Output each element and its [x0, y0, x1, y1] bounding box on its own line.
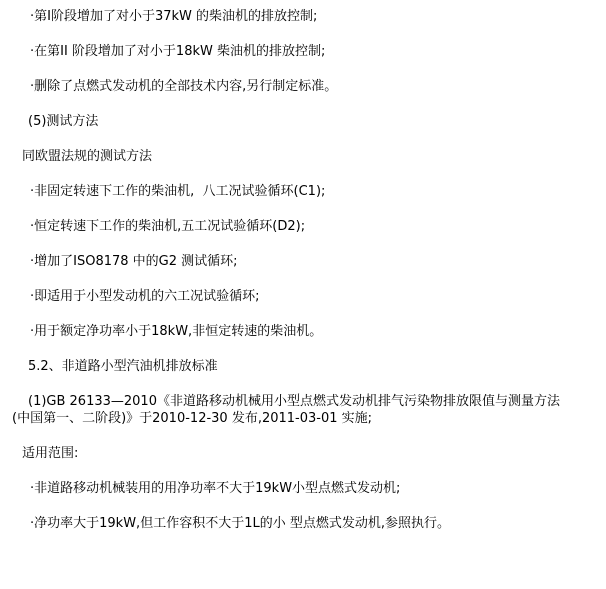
spacer [0, 60, 606, 78]
spacer [0, 270, 606, 288]
paragraph-bullet-8: ·用于额定净功率小于18kW,非恒定转速的柴油机。 [30, 324, 323, 339]
spacer [0, 95, 606, 113]
spacer [0, 130, 606, 148]
paragraph-bullet-1: ·第I阶段增加了对小于37kW 的柴油机的排放控制; [30, 9, 318, 24]
spacer [0, 165, 606, 183]
paragraph-bullet-6: ·增加了ISO8178 中的G2 测试循环; [30, 254, 238, 269]
spacer [0, 235, 606, 253]
paragraph-standard-gb26133: (1)GB 26133—2010《非道路移动机械用小型点燃式发动机排气污染物排放限值与测量方法 [28, 394, 560, 409]
paragraph-bullet-4: ·非固定转速下工作的柴油机, 八工况试验循环(C1); [30, 184, 326, 199]
paragraph-bullet-3: ·删除了点燃式发动机的全部技术内容,另行制定标准。 [30, 79, 338, 94]
paragraph-standard-gb26133-cont: (中国第一、二阶段)》于2010-12-30 发布,2011-03-01 实施; [12, 411, 373, 426]
spacer [0, 25, 606, 43]
paragraph-bullet-2: ·在第II 阶段增加了对小于18kW 柴油机的排放控制; [30, 44, 326, 59]
spacer [0, 497, 606, 515]
spacer [0, 200, 606, 218]
paragraph-bullet-7: ·即适用于小型发动机的六工况试验循环; [30, 289, 260, 304]
paragraph-bullet-9: ·非道路移动机械装用的用净功率不大于19kW小型点燃式发动机; [30, 481, 401, 496]
spacer [0, 375, 606, 393]
spacer-top [0, 0, 606, 8]
paragraph-bullet-10: ·净功率大于19kW,但工作容积不大于1L的小 型点燃式发动机,参照执行。 [30, 516, 450, 531]
spacer [0, 462, 606, 480]
paragraph-scope-label: 适用范围: [22, 446, 79, 461]
paragraph-section-5-test-method: (5)测试方法 [28, 114, 99, 129]
spacer [0, 340, 606, 358]
spacer [0, 305, 606, 323]
spacer [0, 427, 606, 445]
paragraph-section-5-2-heading: 5.2、非道路小型汽油机排放标准 [28, 359, 218, 374]
paragraph-bullet-5: ·恒定转速下工作的柴油机,五工况试验循环(D2); [30, 219, 306, 234]
paragraph-eu-method: 同欧盟法规的测试方法 [22, 149, 153, 164]
